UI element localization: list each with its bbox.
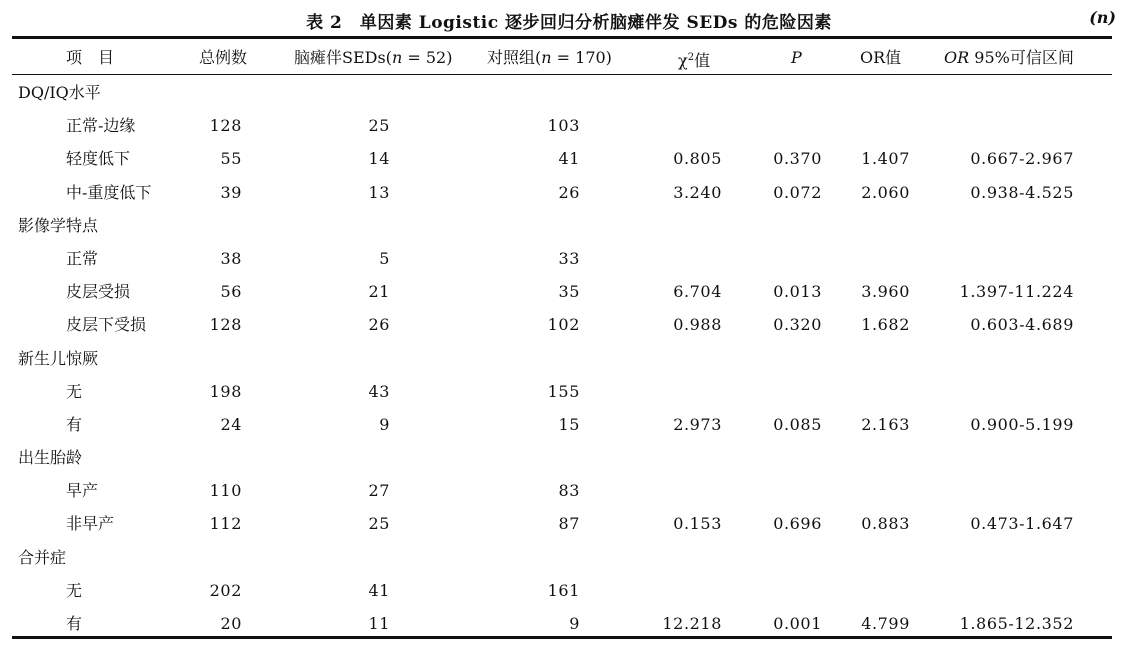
header-item: 项 目 <box>66 48 115 67</box>
header-chi-sup: 2 <box>687 52 695 63</box>
header-ci <box>944 46 1074 70</box>
table-row <box>0 441 1138 474</box>
cell-or: 1.682 <box>861 315 910 335</box>
cell-or: 2.060 <box>861 182 910 202</box>
cell-or: 4.799 <box>861 614 910 633</box>
cell-control: 155 <box>547 381 580 401</box>
table-row <box>0 507 1138 540</box>
cell-total: 38 <box>220 248 242 268</box>
header-ci-rest: 95%可信区间 <box>969 48 1074 67</box>
cell-total: 198 <box>209 381 242 401</box>
cell-p: 0.013 <box>773 282 822 302</box>
header-case-suffix: = 52) <box>402 48 453 67</box>
cell-or: 1.407 <box>861 149 910 169</box>
table-body <box>0 76 1138 640</box>
cell-chi2: 0.805 <box>673 149 722 169</box>
cell-total: 39 <box>220 182 242 202</box>
row-label: 无 <box>66 381 83 401</box>
header-ci-or: OR <box>944 48 970 67</box>
cell-or: 2.163 <box>861 414 910 434</box>
header-rule <box>12 74 1112 75</box>
cell-control: 83 <box>558 481 580 501</box>
header-control-prefix: 对照组( <box>487 48 542 67</box>
header-p: P <box>791 48 802 67</box>
cell-p: 0.001 <box>773 614 822 633</box>
cell-control: 102 <box>547 315 580 335</box>
cell-chi2: 6.704 <box>673 282 722 302</box>
cell-chi2: 0.988 <box>673 315 722 335</box>
cell-case: 41 <box>368 580 390 600</box>
header-case-prefix: 脑瘫伴SEDs( <box>294 48 392 67</box>
table-row <box>0 275 1138 308</box>
cell-total: 112 <box>209 514 242 534</box>
cell-case: 9 <box>379 414 390 434</box>
cell-or: 0.883 <box>861 514 910 534</box>
cell-total: 128 <box>209 116 242 136</box>
cell-case: 14 <box>368 149 390 169</box>
table-row <box>0 76 1138 109</box>
table-caption <box>0 6 1138 32</box>
cell-total: 56 <box>220 282 242 302</box>
cell-control: 41 <box>558 149 580 169</box>
cell-control: 33 <box>558 248 580 268</box>
cell-chi2: 3.240 <box>673 182 722 202</box>
row-label: 早产 <box>66 481 99 501</box>
table-row <box>0 209 1138 242</box>
cell-total: 20 <box>220 614 242 633</box>
cell-ci: 0.938-4.525 <box>970 182 1074 202</box>
cell-ci: 0.603-4.689 <box>970 315 1074 335</box>
cell-case: 21 <box>368 282 390 302</box>
row-label: 皮层受损 <box>66 282 131 302</box>
cell-control: 26 <box>558 182 580 202</box>
header-chi2 <box>678 46 710 70</box>
header-or: OR值 <box>860 48 902 67</box>
cell-control: 15 <box>558 414 580 434</box>
table-row <box>0 574 1138 607</box>
row-label: 影像学特点 <box>18 215 99 235</box>
cell-p: 0.370 <box>773 149 822 169</box>
cell-p: 0.085 <box>773 414 822 434</box>
cell-case: 25 <box>368 116 390 136</box>
cell-case: 25 <box>368 514 390 534</box>
row-label: 轻度低下 <box>66 149 131 169</box>
cell-control: 103 <box>547 116 580 136</box>
cell-chi2: 2.973 <box>673 414 722 434</box>
cell-ci: 1.397-11.224 <box>959 282 1074 302</box>
table-row <box>0 541 1138 574</box>
cell-case: 43 <box>368 381 390 401</box>
cell-control: 87 <box>558 514 580 534</box>
table-row <box>0 176 1138 209</box>
cell-or: 3.960 <box>861 282 910 302</box>
header-total: 总例数 <box>199 48 248 67</box>
row-label: 出生胎龄 <box>18 448 83 468</box>
header-case-group <box>294 46 452 70</box>
cell-chi2: 0.153 <box>673 514 722 534</box>
row-label: 正常-边缘 <box>66 116 136 136</box>
table-row <box>0 342 1138 375</box>
cell-case: 27 <box>368 481 390 501</box>
cell-ci: 0.473-1.647 <box>970 514 1074 534</box>
row-label: 正常 <box>66 248 99 268</box>
table-row <box>0 242 1138 275</box>
header-chi-symbol: χ <box>678 51 688 70</box>
cell-case: 5 <box>379 248 390 268</box>
cell-ci: 0.667-2.967 <box>970 149 1074 169</box>
table-row <box>0 308 1138 341</box>
cell-chi2: 12.218 <box>662 614 722 633</box>
cell-case: 13 <box>368 182 390 202</box>
row-label: DQ/IQ水平 <box>18 83 101 102</box>
table-unit: (n) <box>1089 8 1116 27</box>
cell-case: 11 <box>368 614 390 633</box>
header-control-n: n <box>541 48 552 67</box>
cell-ci: 0.900-5.199 <box>970 414 1074 434</box>
row-label: 中-重度低下 <box>66 182 152 202</box>
row-label: 非早产 <box>66 514 115 534</box>
row-label: 新生儿惊厥 <box>18 348 99 368</box>
cell-control: 9 <box>569 614 580 633</box>
table-row <box>0 142 1138 175</box>
cell-total: 24 <box>220 414 242 434</box>
row-label: 有 <box>66 414 83 434</box>
row-label: 合并症 <box>18 547 67 567</box>
cell-p: 0.072 <box>773 182 822 202</box>
cell-control: 161 <box>547 580 580 600</box>
table-row <box>0 408 1138 441</box>
table-row <box>0 474 1138 507</box>
header-control-group <box>487 46 612 70</box>
table-title: 表 2 单因素 Logistic 逐步回归分析脑瘫伴发 SEDs 的危险因素 <box>306 13 832 33</box>
header-control-suffix: = 170) <box>551 48 612 67</box>
cell-p: 0.320 <box>773 315 822 335</box>
header-chi-suffix: 值 <box>694 51 711 70</box>
cell-ci: 1.865-12.352 <box>959 614 1074 633</box>
row-label: 皮层下受损 <box>66 315 147 335</box>
row-label: 无 <box>66 580 83 600</box>
row-label: 有 <box>66 614 83 633</box>
cell-p: 0.696 <box>773 514 822 534</box>
bottom-rule <box>12 636 1112 639</box>
table-row <box>0 109 1138 142</box>
header-case-n: n <box>391 48 403 67</box>
cell-control: 35 <box>558 282 580 302</box>
table-row <box>0 375 1138 408</box>
cell-total: 55 <box>220 149 242 169</box>
cell-case: 26 <box>368 315 390 335</box>
cell-total: 202 <box>209 580 242 600</box>
cell-total: 128 <box>209 315 242 335</box>
cell-total: 110 <box>209 481 242 501</box>
top-rule <box>12 36 1112 39</box>
